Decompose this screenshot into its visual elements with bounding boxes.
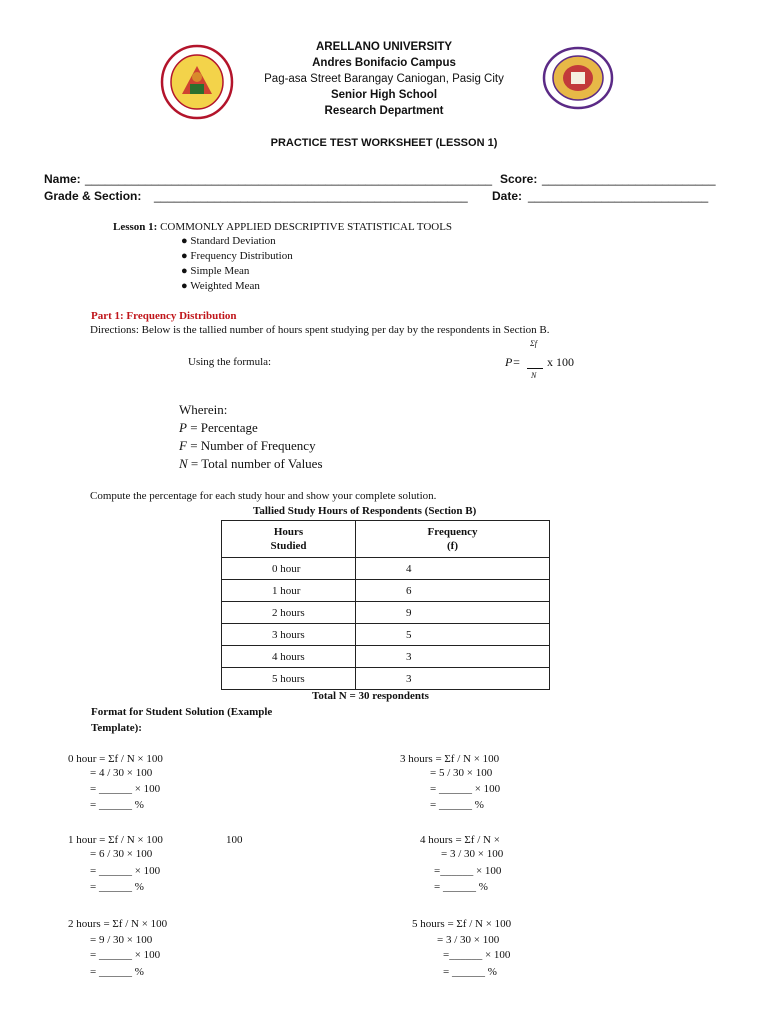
solution-line: = 3 / 30 × 100 [437,934,500,946]
part1-heading: Part 1: Frequency Distribution [91,310,237,322]
frequency-table [221,520,550,690]
solution-blank[interactable]: =______ × 100 [443,949,511,961]
hours-cell: 2 hours [222,602,356,624]
worksheet-title: PRACTICE TEST WORKSHEET (LESSON 1) [270,137,498,149]
solution-blank[interactable]: = ______ × 100 [90,783,161,795]
solution-blank[interactable]: = ______ % [90,881,144,893]
header-line: Hours [273,526,304,538]
lesson-item: ● Frequency Distribution [181,250,293,262]
frequency-cell: 6 [356,580,550,602]
grade-section-label: Grade & Section: [44,189,142,203]
frequency-cell: 4 [356,558,550,580]
hours-cell: 0 hour [222,558,356,580]
solution-blank[interactable]: = ______ × 100 [90,949,161,961]
solution-line: 3 hours = Σf / N × 100 [400,753,500,765]
solution-blank[interactable]: = ______ % [443,966,497,978]
solution-blank[interactable]: = ______ × 100 [90,865,161,877]
definition-f [179,438,316,454]
lesson-item: ● Weighted Mean [181,280,260,292]
definition-symbol: F [179,438,187,453]
solution-blank[interactable]: = ______ % [90,966,144,978]
grade-section-line[interactable]: _______________________________________________ [154,189,468,203]
lesson-item: ● Simple Mean [181,265,250,277]
table-row [222,558,550,580]
compute-instruction: Compute the percentage for each study hour and show your complete solution. [90,490,437,502]
frequency-cell: 3 [356,646,550,668]
format-heading: Template): [91,722,142,734]
table-row [222,668,550,690]
formula-tail: x 100 [547,355,574,369]
date-line[interactable]: ___________________________ [528,189,709,203]
name-line[interactable]: _____________________________________________________________ [85,172,493,186]
name-label: Name: [44,172,81,186]
solution-line: = 5 / 30 × 100 [430,767,493,779]
directions: Directions: Below is the tallied number of hours spent studying per day by the respondents in Section B. [90,324,550,336]
date-label: Date: [492,189,523,203]
definition-text: = Total number of Values [187,456,323,471]
header-hours-studied [222,521,356,558]
table-row [222,580,550,602]
formula-denominator: N [531,371,537,380]
campus-address: Pag-asa Street Barangay Caniogan, Pasig City [264,73,504,85]
lesson-title: COMMONLY APPLIED DESCRIPTIVE STATISTICAL TOOLS [160,221,453,233]
solution-line: = 9 / 30 × 100 [90,934,153,946]
solution-line: 2 hours = Σf / N × 100 [68,918,168,930]
table-total: Total N = 30 respondents [312,690,429,702]
solution-line: 0 hour = Σf / N × 100 [68,753,163,765]
score-line[interactable]: __________________________ [542,172,716,186]
table-caption: Tallied Study Hours of Respondents (Section B) [253,505,477,517]
stray-value: 100 [226,834,243,846]
hours-cell: 4 hours [222,646,356,668]
lesson-item: ● Standard Deviation [181,235,276,247]
solution-line: 5 hours = Σf / N × 100 [412,918,512,930]
header-line: (f) [447,540,458,552]
definition-symbol: P [179,420,187,435]
solution-blank[interactable]: =______ × 100 [434,865,502,877]
university-name: ARELLANO UNIVERSITY [315,41,453,53]
frequency-cell: 3 [356,668,550,690]
hours-cell: 3 hours [222,624,356,646]
table-row [222,624,550,646]
definition-symbol: N [179,456,188,471]
solution-blank[interactable]: = ______ × 100 [430,783,501,795]
solution-line: = 4 / 30 × 100 [90,767,153,779]
definition-text: = Percentage [186,420,258,435]
department-name: Research Department [324,105,444,117]
definition-text: = Number of Frequency [186,438,316,453]
frequency-cell: 9 [356,602,550,624]
solution-blank[interactable]: = ______ % [434,881,488,893]
table-header-row [222,521,550,558]
definition-p [179,420,258,436]
wherein-label: Wherein: [179,402,228,417]
score-label: Score: [500,172,538,186]
campus-name: Andres Bonifacio Campus [312,57,456,69]
lesson-heading [113,221,452,233]
table-row [222,646,550,668]
header-frequency [356,521,550,558]
lesson-label: Lesson 1: [113,221,158,233]
formula-lhs: P= [505,355,521,369]
hours-cell: 1 hour [222,580,356,602]
solution-line: 1 hour = Σf / N × 100 [68,834,163,846]
formula-fraction-bar [527,368,543,369]
solution-blank[interactable]: = ______ % [90,799,144,811]
solution-line: = 3 / 30 × 100 [441,848,504,860]
formula-numerator: Σf [530,339,537,348]
frequency-cell: 5 [356,624,550,646]
table-row [222,602,550,624]
solution-line: = 6 / 30 × 100 [90,848,153,860]
hours-cell: 5 hours [222,668,356,690]
school-name: Senior High School [330,89,438,101]
format-heading: Format for Student Solution (Example [91,706,273,718]
header-line: Studied [270,540,307,552]
definition-n [179,456,323,472]
header-line: Frequency [427,526,478,538]
formula-intro: Using the formula: [188,356,272,368]
solution-line: 4 hours = Σf / N × [420,834,500,846]
solution-blank[interactable]: = ______ % [430,799,484,811]
